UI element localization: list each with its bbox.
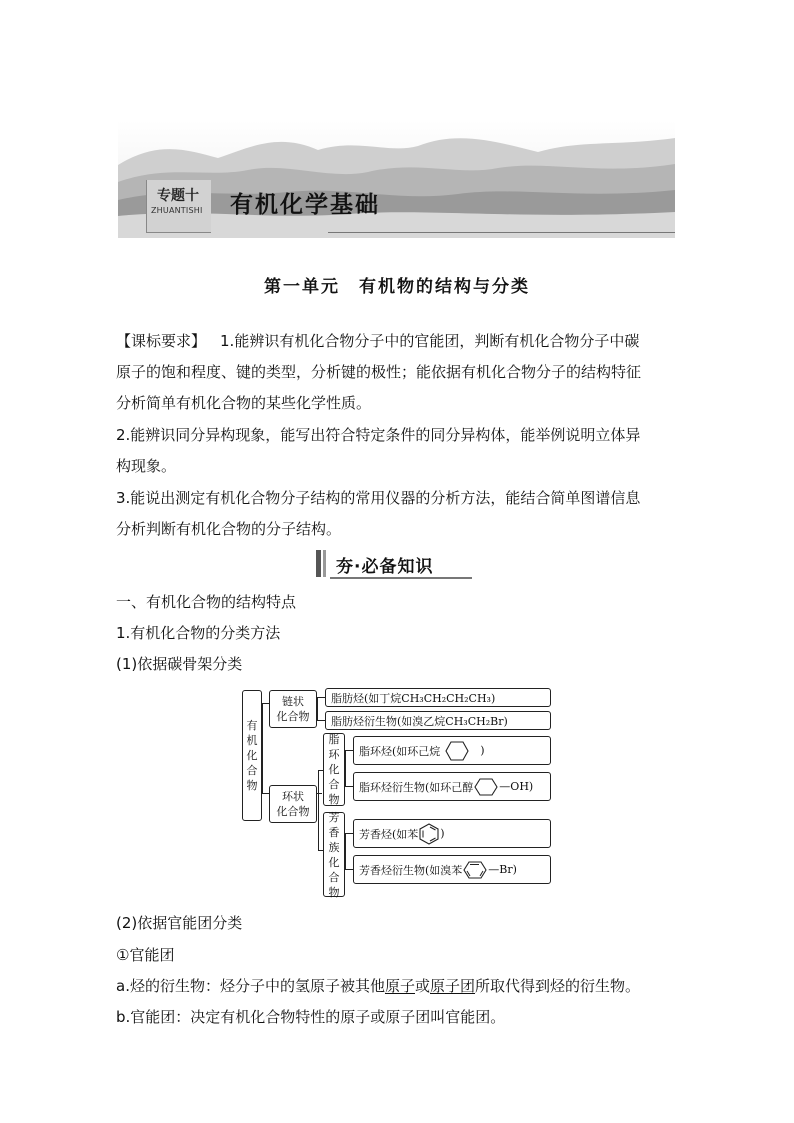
topic-title: 有机化学基础 <box>230 192 380 218</box>
section-heading <box>316 550 476 577</box>
cyclohexane-icon <box>444 740 470 762</box>
requirements-label: 【课标要求】 <box>116 332 207 350</box>
blank-answer-group: 原子团 <box>430 977 476 995</box>
content-heading-2: 1.有机化合物的分类方法 <box>116 624 281 642</box>
badge-pinyin: ZHUANTISHI <box>151 206 203 215</box>
blank-answer-atom: 原子 <box>384 977 415 995</box>
leaf-alicyclic-derivative: 脂环烃衍生物(如环己醇 —OH) <box>353 772 551 801</box>
cyclohexanol-ring-icon <box>474 777 498 797</box>
alicyclic-box: 脂 环 化 合 物 <box>323 733 345 806</box>
unit-title: 第一单元 有机物的结构与分类 <box>264 277 530 297</box>
chain-compound-box: 链状 化合物 <box>269 690 317 728</box>
ring-compound-box: 环状 化合物 <box>269 785 317 823</box>
definition-functional-group: b.官能团：决定有机化合物特性的原子或原子团叫官能团。 <box>116 1008 506 1026</box>
topic-badge <box>146 180 211 233</box>
leaf-alicyclic-hydrocarbon: 脂环烃(如环己烷 ) <box>353 736 551 765</box>
heading-underline <box>330 577 472 579</box>
aromatic-box: 芳 香 族 化 合 物 <box>323 812 345 897</box>
requirements-line-4: 2.能辨识同分异构现象，能写出符合特定条件的同分异构体，能举例说明立体异 <box>116 426 641 444</box>
benzene-icon <box>419 823 439 845</box>
heading-bar-icon <box>323 550 326 577</box>
badge-label: 专题十 <box>157 188 199 204</box>
requirements-line-3: 分析简单有机化合物的某些化学性质。 <box>116 394 372 412</box>
leaf-aromatic-derivative: 芳香烃衍生物(如溴苯 —Br) <box>353 855 551 884</box>
content-heading-4: (2)依据官能团分类 <box>116 914 243 932</box>
bromobenzene-ring-icon <box>463 860 487 880</box>
root-box: 有 机 化 合 物 <box>242 690 262 821</box>
content-heading-5: ①官能团 <box>116 946 175 964</box>
definition-derivative: a.烃的衍生物：烃分子中的氢原子被其他原子或原子团所取代得到烃的衍生物。 <box>116 977 641 995</box>
content-heading-3: (1)依据碳骨架分类 <box>116 655 243 673</box>
leaf-aliphatic-hydrocarbon: 脂肪烃(如丁烷CH₃CH₂CH₂CH₃) <box>325 688 551 707</box>
requirements-line-1: 【课标要求】 1.能辨识有机化合物分子中的官能团，判断有机化合物分子中碳 <box>116 332 640 350</box>
requirements-line-2: 原子的饱和程度、键的类型，分析键的极性；能依据有机化合物分子的结构特征 <box>116 363 642 381</box>
section-heading-text: 夯·必备知识 <box>336 557 434 577</box>
requirements-line-5: 构现象。 <box>116 457 177 475</box>
heading-bar-icon <box>316 550 321 577</box>
leaf-aliphatic-derivative: 脂肪烃衍生物(如溴乙烷CH₃CH₂Br) <box>325 711 551 730</box>
leaf-aromatic-hydrocarbon: 芳香烃(如苯 ) <box>353 819 551 848</box>
requirements-line-6: 3.能说出测定有机化合物分子结构的常用仪器的分析方法，能结合简单图谱信息 <box>116 489 641 507</box>
requirements-line-7: 分析判断有机化合物的分子结构。 <box>116 520 342 538</box>
content-heading-1: 一、有机化合物的结构特点 <box>116 593 297 611</box>
